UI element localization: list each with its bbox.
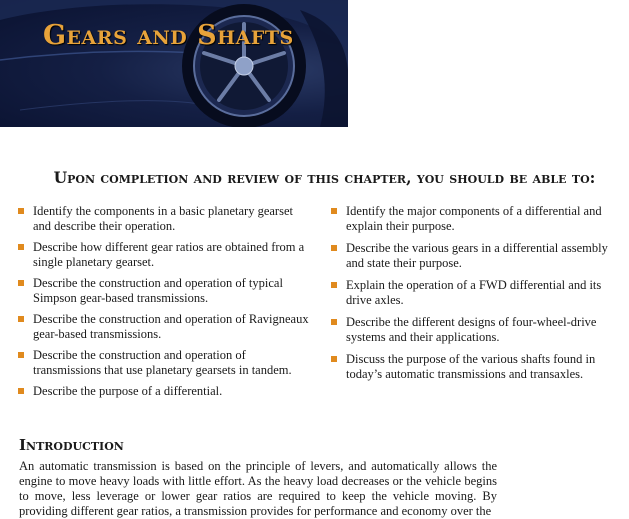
objective-item: Describe the purpose of a differential. [18,384,314,399]
chapter-banner [0,0,348,127]
objective-item: Identify the major components of a differential and explain their purpose. [331,204,627,234]
bullet-square-icon [331,356,337,362]
bullet-square-icon [331,245,337,251]
objective-item: Describe how different gear ratios are obtained from a single planetary gearset. [18,240,314,270]
bullet-square-icon [18,352,24,358]
objectives-list-left [18,204,314,405]
objective-item: Describe the construction and operation of Ravigneaux gear-based transmissions. [18,312,314,342]
objective-item: Describe the construction and operation of transmissions that use planetary gearsets in tandem. [18,348,314,378]
objective-item: Describe the various gears in a differential assembly and state their purpose. [331,241,627,271]
objective-item: Explain the operation of a FWD differential and its drive axles. [331,278,627,308]
bullet-square-icon [331,208,337,214]
bullet-square-icon [331,282,337,288]
objective-item: Describe the different designs of four-wheel-drive systems and their applications. [331,315,627,345]
bullet-square-icon [18,316,24,322]
objective-item: Identify the components in a basic planetary gearset and describe their operation. [18,204,314,234]
chapter-title: Gears and Shafts [43,20,294,51]
introduction-paragraph: An automatic transmission is based on the principle of levers, and automatically allows the engine to move heavy loads with little effort. As the heavy load decreases or the vehicle begins to move, less leverage or lower gear ratios are required to keep the vehicle moving. By providing different gear ratios, a transmission provides for performance and economy over the [19,459,497,518]
bullet-square-icon [18,244,24,250]
introduction-heading: Introduction [19,436,124,454]
objectives-list-right [331,204,627,389]
bullet-square-icon [18,280,24,286]
bullet-square-icon [18,388,24,394]
objectives-heading: Upon completion and review of this chapter, you should be able to: [53,168,596,187]
objective-item: Discuss the purpose of the various shafts found in today’s automatic transmissions and transaxles. [331,352,627,382]
bullet-square-icon [18,208,24,214]
bullet-square-icon [331,319,337,325]
objective-item: Describe the construction and operation of typical Simpson gear-based transmissions. [18,276,314,306]
